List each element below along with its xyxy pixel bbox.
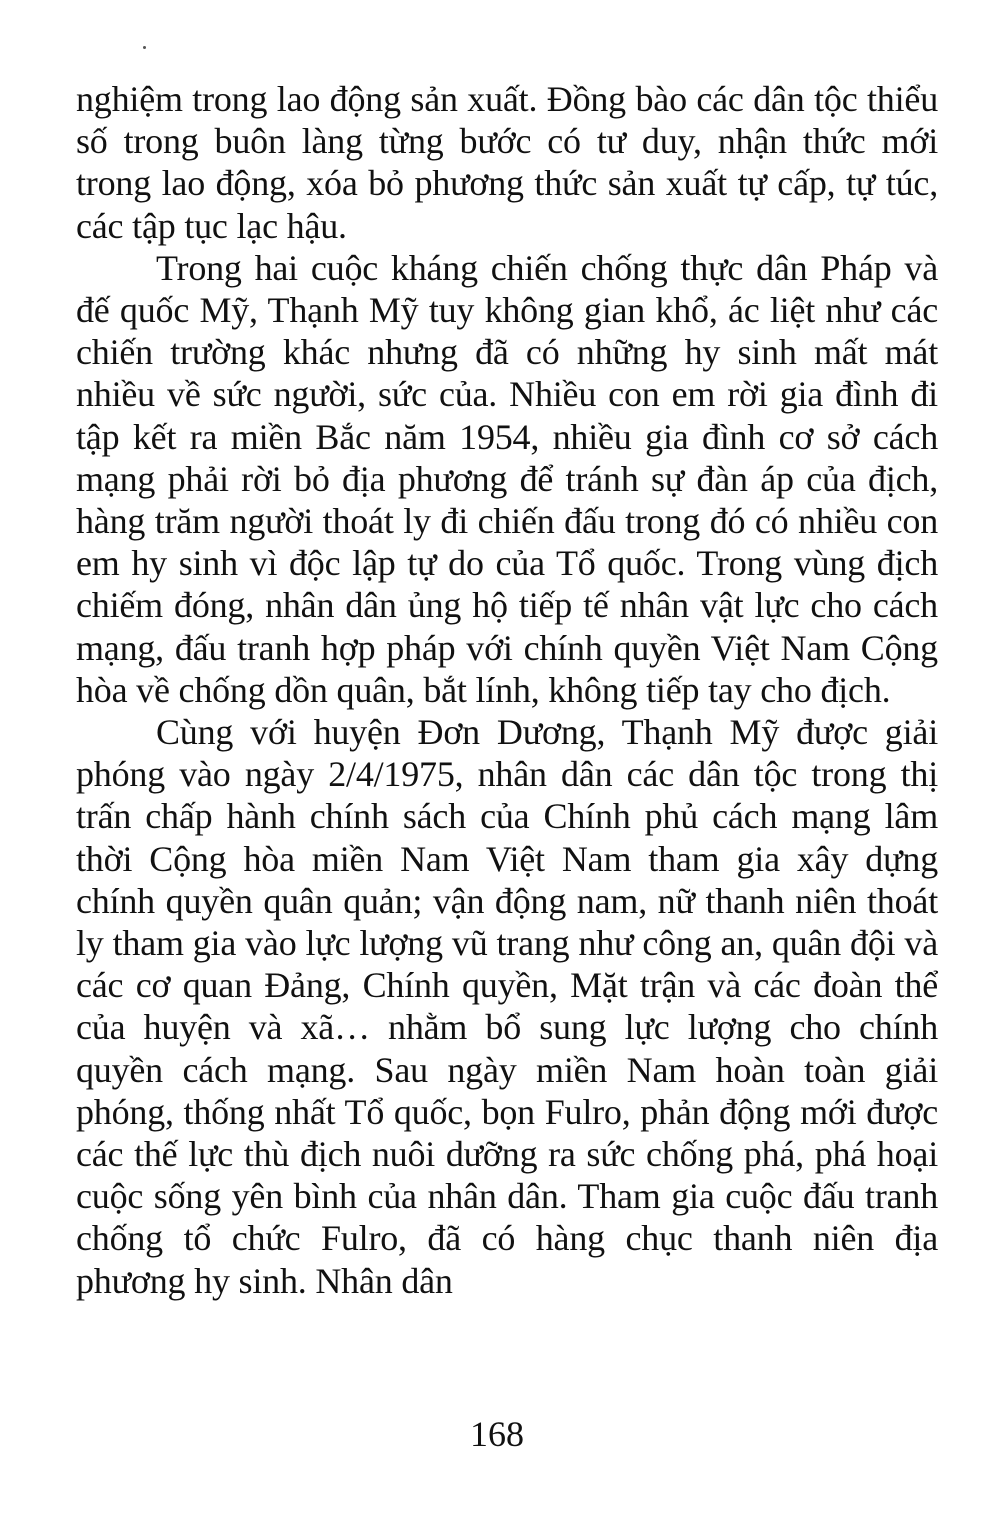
page-body <box>76 78 938 1302</box>
page-number: 168 <box>470 1414 524 1454</box>
paragraph-3: Cùng với huyện Đơn Dương, Thạnh Mỹ được giải phóng vào ngày 2/4/1975, nhân dân các dân tộc trong thị trấn chấp hành chính sách của Chính phủ cách mạng lâm thời Cộng hòa miền Nam Việt Nam tham gia xây dựng chính quyền quân quản; vận động nam, nữ thanh niên thoát ly tham gia vào lực lượng vũ trang như công an, quân đội và các cơ quan Đảng, Chính quyền, Mặt trận và các đoàn thể của huyện và xã… nhằm bổ sung lực lượng cho chính quyền cách mạng. Sau ngày miền Nam hoàn toàn giải phóng, thống nhất Tổ quốc, bọn Fulro, phản động mới được các thế lực thù địch nuôi dưỡng ra sức chống phá, phá hoại cuộc sống yên bình của nhân dân. Tham gia cuộc đấu tranh chống tổ chức Fulro, đã có hàng chục thanh niên địa phương hy sinh. Nhân dân <box>76 712 938 1301</box>
paragraph-1: nghiệm trong lao động sản xuất. Đồng bào các dân tộc thiểu số trong buôn làng từng bước có tư duy, nhận thức mới trong lao động, xóa bỏ phương thức sản xuất tự cấp, tự túc, các tập tục lạc hậu. <box>76 79 938 246</box>
paragraph-2: Trong hai cuộc kháng chiến chống thực dân Pháp và đế quốc Mỹ, Thạnh Mỹ tuy không gian khổ, ác liệt như các chiến trường khác nhưng đã có những hy sinh mất mát nhiều về sức người, sức của. Nhiều con em rời gia đình đi tập kết ra miền Bắc năm 1954, nhiều gia đình cơ sở cách mạng phải rời bỏ địa phương để tránh sự đàn áp của địch, hàng trăm người thoát ly đi chiến đấu trong đó có nhiều con em hy sinh vì độc lập tự do của Tổ quốc. Trong vùng địch chiếm đóng, nhân dân ủng hộ tiếp tế nhân vật lực cho cách mạng, đấu tranh hợp pháp với chính quyền Việt Nam Cộng hòa về chống dồn quân, bắt lính, không tiếp tay cho địch. <box>76 247 938 710</box>
scan-speck <box>143 46 146 49</box>
